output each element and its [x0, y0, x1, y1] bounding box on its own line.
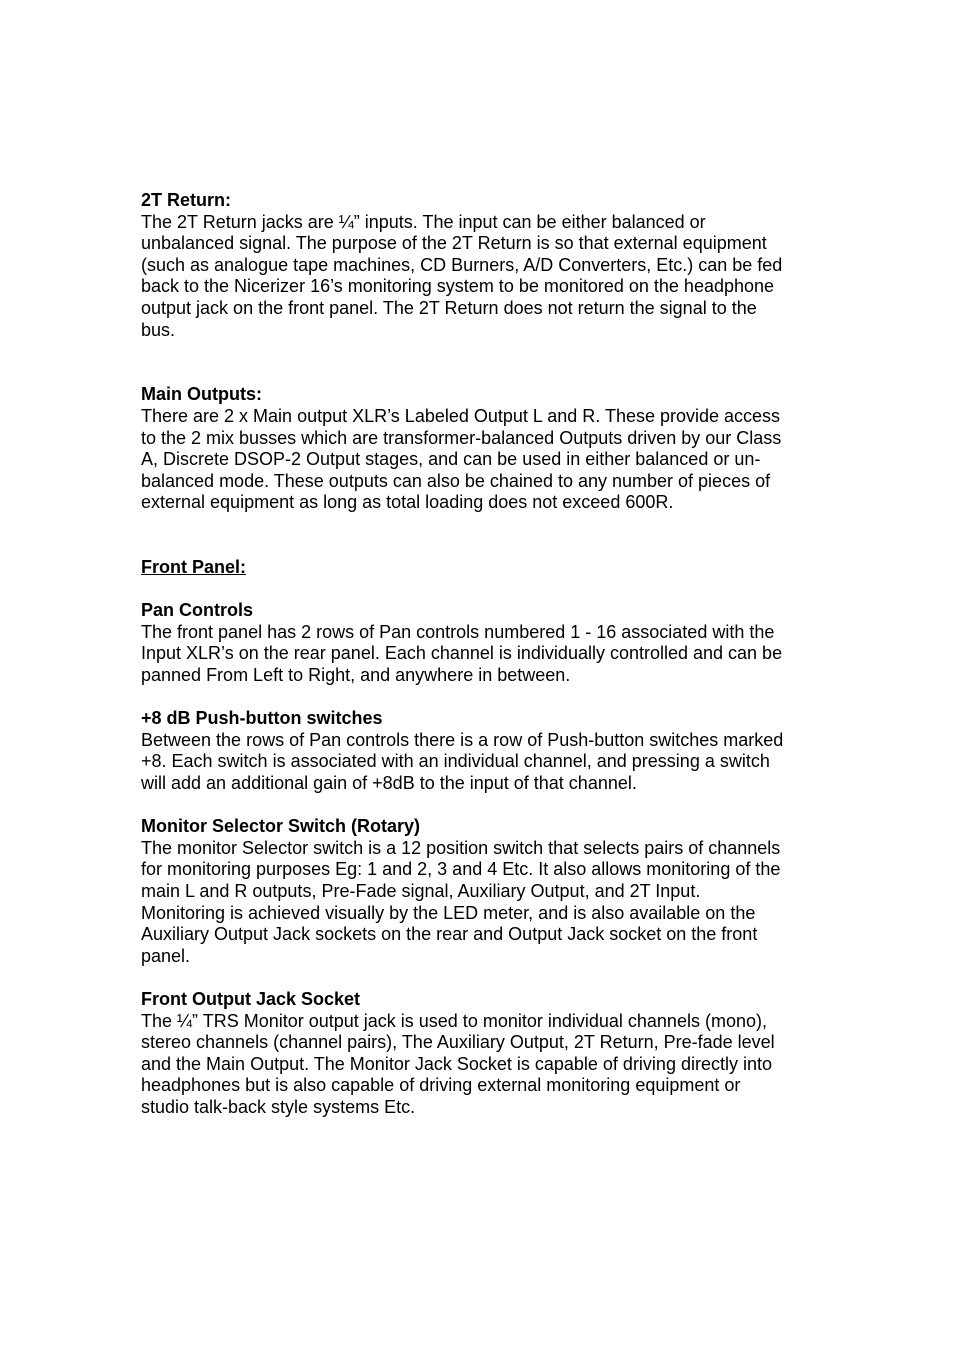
section-heading: Main Outputs: — [141, 384, 262, 405]
section-heading: +8 dB Push-button switches — [141, 708, 383, 729]
section-paragraph — [141, 406, 831, 514]
section-main-outputs — [141, 384, 831, 514]
paragraph-line: and the Main Output. The Monitor Jack Socket is capable of driving directly into — [141, 1053, 772, 1074]
paragraph-line: Between the rows of Pan controls there is a row of Push-button switches marked — [141, 729, 784, 750]
paragraph-line: bus. — [141, 319, 176, 340]
section-front-panel — [141, 557, 831, 579]
section-push-buttons — [141, 708, 831, 794]
paragraph-line: panel. — [141, 945, 191, 966]
paragraph-line: studio talk-back style systems Etc. — [141, 1096, 416, 1117]
paragraph-line: to the 2 mix busses which are transformer-balanced Outputs driven by our Class — [141, 427, 782, 448]
spacer — [141, 341, 831, 384]
section-2t-return — [141, 190, 831, 341]
section-front-output-jack — [141, 989, 831, 1119]
section-paragraph — [141, 1011, 831, 1119]
section-heading: Front Output Jack Socket — [141, 988, 361, 1009]
paragraph-line: output jack on the front panel. The 2T Return does not return the signal to the — [141, 297, 757, 318]
spacer — [141, 687, 831, 709]
document-page — [141, 190, 831, 1119]
paragraph-line: panned From Left to Right, and anywhere in between. — [141, 665, 571, 686]
section-pan-controls — [141, 600, 831, 686]
section-heading: Pan Controls — [141, 600, 254, 621]
section-monitor-selector — [141, 816, 831, 967]
paragraph-line: stereo channels (channel pairs), The Auxiliary Output, 2T Return, Pre-fade level — [141, 1032, 775, 1053]
paragraph-line: Auxiliary Output Jack sockets on the rear and Output Jack socket on the front — [141, 924, 758, 945]
paragraph-line: There are 2 x Main output XLR’s Labeled Output L and R. These provide access — [141, 405, 781, 426]
spacer — [141, 579, 831, 601]
paragraph-line: Monitoring is achieved visually by the LED meter, and is also available on the — [141, 902, 756, 923]
paragraph-line: A, Discrete DSOP-2 Output stages, and can be used in either balanced or un- — [141, 449, 761, 470]
paragraph-line: balanced mode. These outputs can also be chained to any number of pieces of — [141, 470, 771, 491]
section-paragraph — [141, 212, 831, 342]
spacer — [141, 514, 831, 557]
paragraph-line: Input XLR’s on the rear panel. Each channel is individually controlled and can be — [141, 643, 783, 664]
section-heading: Monitor Selector Switch (Rotary) — [141, 816, 421, 837]
paragraph-line: The monitor Selector switch is a 12 position switch that selects pairs of channels — [141, 837, 781, 858]
section-heading: 2T Return: — [141, 190, 231, 210]
section-heading: Front Panel: — [141, 557, 247, 578]
spacer — [141, 967, 831, 989]
paragraph-line: will add an additional gain of +8dB to the input of that channel. — [141, 773, 637, 794]
paragraph-line: unbalanced signal. The purpose of the 2T Return is so that external equipment — [141, 233, 767, 254]
section-paragraph — [141, 622, 831, 687]
paragraph-line: external equipment as long as total loading does not exceed 600R. — [141, 492, 674, 513]
paragraph-line: (such as analogue tape machines, CD Burners, A/D Converters, Etc.) can be fed — [141, 254, 783, 275]
section-paragraph — [141, 838, 831, 968]
spacer — [141, 795, 831, 817]
paragraph-line: back to the Nicerizer 16’s monitoring system to be monitored on the headphone — [141, 276, 775, 297]
paragraph-line: for monitoring purposes Eg: 1 and 2, 3 and 4 Etc. It also allows monitoring of the — [141, 859, 781, 880]
paragraph-line: main L and R outputs, Pre-Fade signal, Auxiliary Output, and 2T Input. — [141, 881, 701, 901]
paragraph-line: The front panel has 2 rows of Pan controls numbered 1 - 16 associated with the — [141, 621, 775, 642]
paragraph-line: +8. Each switch is associated with an individual channel, and pressing a switch — [141, 751, 770, 772]
paragraph-line: The ¼” TRS Monitor output jack is used to monitor individual channels (mono), — [141, 1010, 767, 1031]
section-paragraph — [141, 730, 831, 795]
paragraph-line: headphones but is also capable of driving external monitoring equipment or — [141, 1075, 741, 1096]
paragraph-line: The 2T Return jacks are ¼” inputs. The input can be either balanced or — [141, 211, 706, 232]
